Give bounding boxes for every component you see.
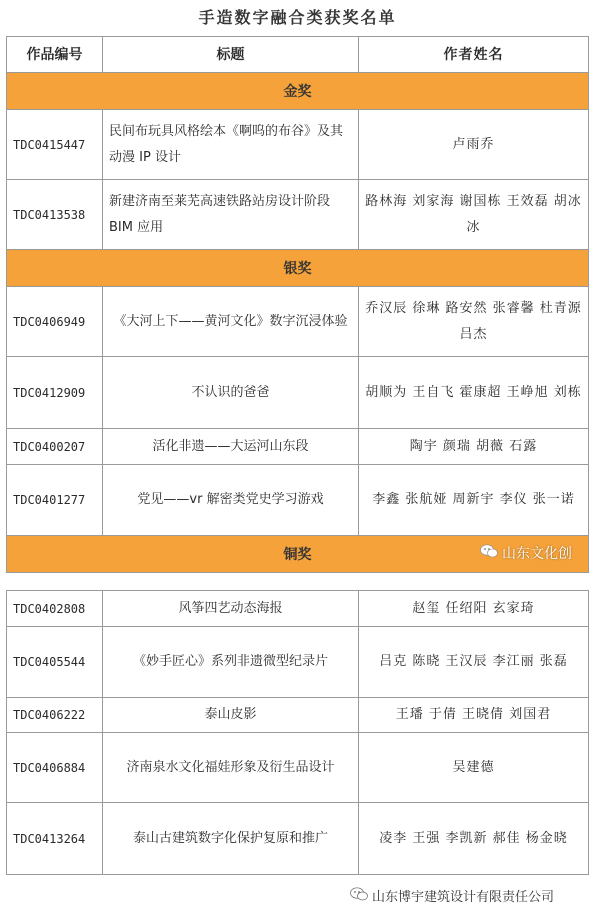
table-row xyxy=(7,733,589,803)
entry-authors: 乔汉辰 徐琳 路安然 张睿馨 杜青源 吕杰 xyxy=(359,287,589,357)
entry-title: 风筝四艺动态海报 xyxy=(103,591,359,627)
entry-authors: 王璠 于倩 王晓倩 刘国君 xyxy=(359,698,589,733)
entry-title: 《妙手匠心》系列非遗微型纪录片 xyxy=(103,627,359,698)
entry-id: TDC0406884 xyxy=(7,733,103,803)
entry-authors: 吴建德 xyxy=(359,733,589,803)
col-header-authors: 作者姓名 xyxy=(359,37,589,73)
watermark-bottom xyxy=(350,886,554,905)
entry-id: TDC0413264 xyxy=(7,803,103,875)
watermark-mid-text: 山东文化创 xyxy=(502,546,572,562)
table-row xyxy=(7,110,589,180)
entry-id: TDC0402808 xyxy=(7,591,103,627)
entry-authors: 吕克 陈晓 王汉辰 李江丽 张磊 xyxy=(359,627,589,698)
table-row xyxy=(7,591,589,627)
entry-authors: 卢雨乔 xyxy=(359,110,589,180)
table-row xyxy=(7,627,589,698)
entry-title: 济南泉水文化福娃形象及衍生品设计 xyxy=(103,733,359,803)
entry-id: TDC0413538 xyxy=(7,180,103,250)
award-band-bronze: 铜奖 xyxy=(7,536,589,573)
awards-table-part2 xyxy=(6,590,589,875)
entry-title: 活化非遗——大运河山东段 xyxy=(103,429,359,465)
award-band-gold: 金奖 xyxy=(7,73,589,110)
entry-authors: 凌李 王强 李凯新 郝佳 杨金晓 xyxy=(359,803,589,875)
entry-title: 党见——vr 解密类党史学习游戏 xyxy=(103,465,359,536)
entry-title: 新建济南至莱芜高速铁路站房设计阶段 BIM 应用 xyxy=(103,180,359,250)
entry-authors: 路林海 刘家海 谢国栋 王效磊 胡冰冰 xyxy=(359,180,589,250)
awards-table-part1 xyxy=(6,36,589,573)
wechat-icon xyxy=(480,544,498,562)
entry-title: 泰山皮影 xyxy=(103,698,359,733)
watermark-mid xyxy=(480,543,572,563)
entry-title: 《大河上下——黄河文化》数字沉浸体验 xyxy=(103,287,359,357)
wechat-icon xyxy=(350,887,368,905)
entry-id: TDC0401277 xyxy=(7,465,103,536)
table-row xyxy=(7,698,589,733)
entry-authors: 赵玺 任绍阳 玄家琦 xyxy=(359,591,589,627)
table-row xyxy=(7,429,589,465)
entry-id: TDC0406949 xyxy=(7,287,103,357)
entry-title: 民间布玩具风格绘本《啊呜的布谷》及其动漫 IP 设计 xyxy=(103,110,359,180)
table-row xyxy=(7,465,589,536)
entry-authors: 陶宇 颜瑞 胡薇 石露 xyxy=(359,429,589,465)
entry-title: 泰山古建筑数字化保护复原和推广 xyxy=(103,803,359,875)
award-band-silver: 银奖 xyxy=(7,250,589,287)
table-row xyxy=(7,803,589,875)
entry-id: TDC0412909 xyxy=(7,357,103,429)
entry-authors: 胡顺为 王自飞 霍康超 王峥旭 刘栋 xyxy=(359,357,589,429)
entry-id: TDC0405544 xyxy=(7,627,103,698)
col-header-title: 标题 xyxy=(103,37,359,73)
entry-authors: 李鑫 张航娅 周新宇 李仪 张一诺 xyxy=(359,465,589,536)
page-title: 手造数字融合类获奖名单 xyxy=(198,8,397,27)
table-row xyxy=(7,180,589,250)
table-row xyxy=(7,357,589,429)
entry-title: 不认识的爸爸 xyxy=(103,357,359,429)
table-header-row xyxy=(7,37,589,73)
entry-id: TDC0415447 xyxy=(7,110,103,180)
entry-id: TDC0400207 xyxy=(7,429,103,465)
watermark-bottom-text: 山东博宇建筑设计有限责任公司 xyxy=(372,890,555,905)
col-header-id: 作品编号 xyxy=(7,37,103,73)
entry-id: TDC0406222 xyxy=(7,698,103,733)
table-row xyxy=(7,287,589,357)
